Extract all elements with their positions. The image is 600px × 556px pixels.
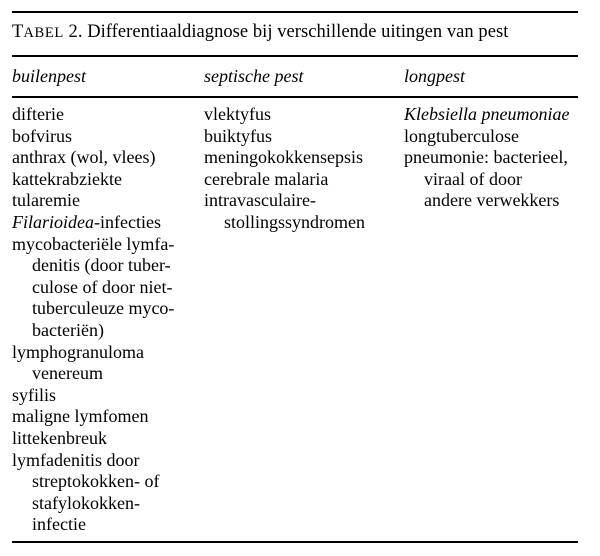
list-item [404, 147, 578, 212]
list-item-continuation-line: viraal of door [424, 168, 522, 189]
list-item-line: intravasculaire- [204, 190, 316, 211]
list-item-line: tularemie [12, 190, 80, 211]
list-item-continuation-line: bacteriën) [32, 319, 104, 340]
list-item [12, 212, 207, 234]
column-header-longpest: longpest [404, 66, 465, 86]
list-item [12, 428, 207, 450]
list-item-line: cerebrale malaria [204, 168, 329, 189]
list-item-line: buiktyfus [204, 125, 273, 146]
scientific-name: Klebsiella pneumoniae [404, 104, 570, 124]
rule-below-headers [12, 96, 578, 98]
column-header-septische-pest: septische pest [204, 66, 304, 86]
list-item-continuation-line: stollingssyndromen [224, 211, 366, 232]
list-item-continuation-line: venereum [32, 363, 103, 384]
list-item-line: kattekrabziekte [12, 168, 122, 189]
caption-label-initial: T [12, 22, 24, 42]
list-item [204, 147, 409, 169]
list-item [12, 147, 207, 169]
list-item-continuation-line: infectie [32, 514, 86, 535]
list-item-continuation-line: streptokokken- of [32, 471, 160, 492]
list-item-continuation-line: stafylokokken- [32, 492, 140, 513]
caption-number: 2. [63, 22, 83, 42]
list-item-line: lymfadenitis door [12, 449, 140, 470]
rule-bottom [12, 541, 578, 543]
list-item-continuation-line: culose of door niet- [32, 276, 173, 297]
list-item [404, 104, 578, 126]
list-item [12, 406, 207, 428]
list-item-line: littekenbreuk [12, 427, 107, 448]
rule-below-caption [12, 55, 578, 57]
list-item [204, 169, 409, 191]
scientific-name: Filarioidea [12, 211, 94, 232]
list-item-continuation-line: andere verwekkers [424, 190, 560, 211]
column-body-longpest [404, 104, 578, 212]
list-item [12, 342, 207, 385]
list-item-line: pneumonie: bacterieel, [404, 147, 568, 168]
list-item-continuation-line: denitis (door tuber- [32, 255, 171, 276]
caption-text: Differentiaaldiagnose bij verschillende uitingen van pest [82, 22, 509, 42]
list-item [12, 190, 207, 212]
list-item-continuation-line: tuberculeuze myco- [32, 298, 175, 319]
list-item [204, 104, 409, 126]
list-item [12, 385, 207, 407]
list-item [404, 126, 578, 148]
column-body-builenpest [12, 104, 207, 536]
list-item-line: Filarioidea-infecties [12, 211, 161, 232]
list-item-line: lymphogranuloma [12, 341, 144, 362]
list-item [204, 126, 409, 148]
table-2 [12, 0, 578, 556]
list-item-line: mycobacteriële lymfa- [12, 233, 175, 254]
list-item-line: longtuberculose [404, 125, 519, 146]
list-item-line: bofvirus [12, 125, 72, 146]
list-item [12, 450, 207, 536]
column-header-builenpest: builenpest [12, 66, 86, 86]
list-item [12, 104, 207, 126]
table-caption [12, 20, 578, 45]
list-item [12, 169, 207, 191]
list-item-line [404, 104, 569, 124]
rule-top [12, 11, 578, 13]
list-item-line: vlektyfus [204, 104, 271, 124]
list-item [12, 126, 207, 148]
list-item-line: meningokokkensepsis [204, 147, 363, 168]
list-item [204, 190, 409, 233]
column-body-septische-pest [204, 104, 409, 234]
list-item [12, 234, 207, 342]
list-item-line: anthrax (wol, vlees) [12, 147, 156, 168]
list-item-line: difterie [12, 104, 64, 124]
caption-label-smallcaps: ABEL [23, 25, 64, 41]
list-item-line: maligne lymfomen [12, 406, 149, 427]
list-item-line: syfilis [12, 384, 57, 405]
